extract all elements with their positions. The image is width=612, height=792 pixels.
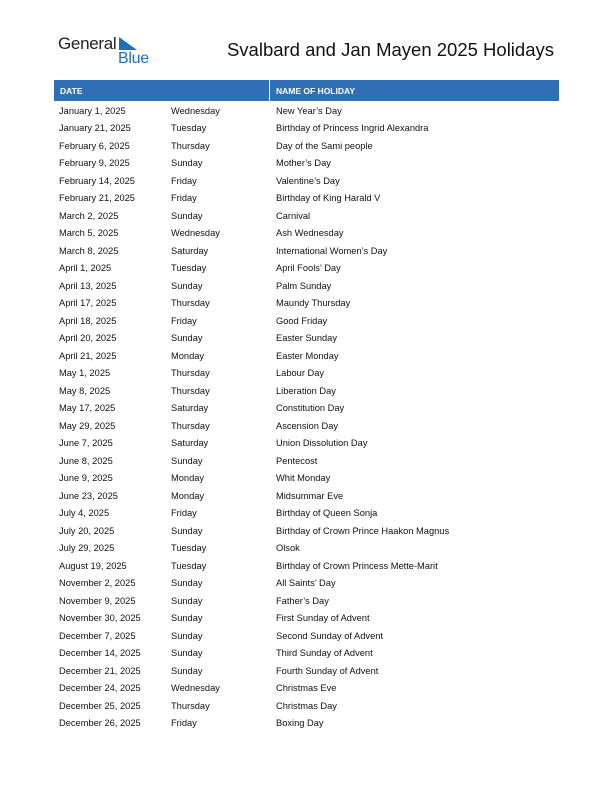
table-row bbox=[54, 505, 559, 523]
cell-date: March 2, 2025 bbox=[59, 210, 119, 221]
table-row bbox=[54, 225, 559, 243]
cell-holiday-name: Father’s Day bbox=[276, 595, 329, 606]
table-row bbox=[54, 522, 559, 540]
cell-weekday: Friday bbox=[171, 315, 197, 326]
cell-weekday: Saturday bbox=[171, 438, 209, 449]
table-row bbox=[54, 435, 559, 453]
cell-date: June 8, 2025 bbox=[59, 455, 113, 466]
cell-date: May 1, 2025 bbox=[59, 368, 111, 379]
cell-holiday-name: Olsok bbox=[276, 543, 300, 554]
cell-date: June 23, 2025 bbox=[59, 490, 118, 501]
header-date: DATE bbox=[54, 80, 270, 101]
cell-date: March 8, 2025 bbox=[59, 245, 119, 256]
cell-date: March 5, 2025 bbox=[59, 228, 119, 239]
cell-holiday-name: Birthday of Princess Ingrid Alexandra bbox=[276, 123, 429, 134]
cell-date: December 25, 2025 bbox=[59, 700, 141, 711]
table-row bbox=[54, 347, 559, 365]
cell-date: April 21, 2025 bbox=[59, 350, 117, 361]
cell-date: November 2, 2025 bbox=[59, 578, 136, 589]
cell-date: April 18, 2025 bbox=[59, 315, 117, 326]
cell-date: July 20, 2025 bbox=[59, 525, 115, 536]
cell-date: December 7, 2025 bbox=[59, 630, 136, 641]
cell-holiday-name: Union Dissolution Day bbox=[276, 438, 368, 449]
cell-holiday-name: Constitution Day bbox=[276, 403, 345, 414]
cell-holiday-name: Easter Monday bbox=[276, 350, 339, 361]
cell-weekday: Thursday bbox=[171, 385, 210, 396]
cell-holiday-name: Birthday of Crown Prince Haakon Magnus bbox=[276, 525, 450, 536]
cell-date: November 30, 2025 bbox=[59, 613, 141, 624]
cell-holiday-name: Whit Monday bbox=[276, 473, 331, 484]
cell-holiday-name: April Fools’ Day bbox=[276, 263, 341, 274]
table-row bbox=[54, 190, 559, 208]
table-row bbox=[54, 155, 559, 173]
cell-holiday-name: Maundy Thursday bbox=[276, 298, 351, 309]
cell-holiday-name: Pentecost bbox=[276, 455, 318, 466]
cell-weekday: Friday bbox=[171, 175, 197, 186]
cell-holiday-name: Carnival bbox=[276, 210, 311, 221]
cell-weekday: Sunday bbox=[171, 665, 203, 676]
cell-weekday: Tuesday bbox=[171, 263, 207, 274]
cell-weekday: Sunday bbox=[171, 578, 203, 589]
table-row bbox=[54, 382, 559, 400]
table-row bbox=[54, 697, 559, 715]
logo-word-blue: Blue bbox=[118, 50, 149, 67]
cell-weekday: Sunday bbox=[171, 613, 203, 624]
page-title: Svalbard and Jan Mayen 2025 Holidays bbox=[226, 39, 554, 60]
table-row bbox=[54, 137, 559, 155]
cell-weekday: Sunday bbox=[171, 525, 203, 536]
table-row bbox=[54, 400, 559, 418]
cell-date: May 17, 2025 bbox=[59, 403, 116, 414]
cell-date: February 6, 2025 bbox=[59, 140, 130, 151]
table-row bbox=[54, 417, 559, 435]
table-row bbox=[54, 610, 559, 628]
cell-date: July 4, 2025 bbox=[59, 508, 110, 519]
cell-date: April 13, 2025 bbox=[59, 280, 117, 291]
cell-weekday: Sunday bbox=[171, 595, 203, 606]
cell-holiday-name: Liberation Day bbox=[276, 385, 336, 396]
cell-date: April 1, 2025 bbox=[59, 263, 112, 274]
table-row bbox=[54, 540, 559, 558]
table-row bbox=[54, 575, 559, 593]
cell-weekday: Sunday bbox=[171, 210, 203, 221]
table-row bbox=[54, 120, 559, 138]
cell-weekday: Thursday bbox=[171, 368, 210, 379]
cell-date: January 21, 2025 bbox=[59, 123, 131, 134]
table-row bbox=[54, 295, 559, 313]
cell-holiday-name: Birthday of King Harald V bbox=[276, 193, 381, 204]
cell-date: January 1, 2025 bbox=[59, 105, 126, 116]
table-row bbox=[54, 452, 559, 470]
table-row bbox=[54, 715, 559, 733]
table-row bbox=[54, 277, 559, 295]
cell-weekday: Saturday bbox=[171, 403, 209, 414]
holiday-table bbox=[54, 80, 559, 732]
table-row bbox=[54, 330, 559, 348]
cell-holiday-name: Birthday of Queen Sonja bbox=[276, 508, 378, 519]
table-header bbox=[54, 80, 559, 101]
cell-weekday: Saturday bbox=[171, 245, 209, 256]
cell-date: December 14, 2025 bbox=[59, 648, 141, 659]
cell-holiday-name: Easter Sunday bbox=[276, 333, 337, 344]
cell-holiday-name: Ascension Day bbox=[276, 420, 339, 431]
cell-holiday-name: Birthday of Crown Princess Mette-Marit bbox=[276, 560, 438, 571]
cell-holiday-name: Third Sunday of Advent bbox=[276, 648, 373, 659]
cell-weekday: Friday bbox=[171, 718, 197, 729]
table-body bbox=[54, 102, 559, 732]
cell-weekday: Wednesday bbox=[171, 683, 220, 694]
cell-weekday: Monday bbox=[171, 473, 205, 484]
cell-date: February 9, 2025 bbox=[59, 158, 130, 169]
table-row bbox=[54, 627, 559, 645]
cell-weekday: Sunday bbox=[171, 630, 203, 641]
cell-weekday: Friday bbox=[171, 508, 197, 519]
cell-weekday: Sunday bbox=[171, 158, 203, 169]
cell-weekday: Wednesday bbox=[171, 105, 220, 116]
table-row bbox=[54, 207, 559, 225]
table-row bbox=[54, 680, 559, 698]
cell-weekday: Thursday bbox=[171, 420, 210, 431]
cell-holiday-name: Christmas Day bbox=[276, 700, 337, 711]
cell-date: February 14, 2025 bbox=[59, 175, 135, 186]
cell-date: February 21, 2025 bbox=[59, 193, 135, 204]
logo-word-general: General bbox=[58, 34, 117, 53]
cell-weekday: Sunday bbox=[171, 280, 203, 291]
cell-weekday: Sunday bbox=[171, 648, 203, 659]
table-row bbox=[54, 260, 559, 278]
cell-date: April 20, 2025 bbox=[59, 333, 117, 344]
cell-holiday-name: Boxing Day bbox=[276, 718, 324, 729]
cell-holiday-name: Good Friday bbox=[276, 315, 328, 326]
cell-date: August 19, 2025 bbox=[59, 560, 127, 571]
table-row bbox=[54, 557, 559, 575]
table-row bbox=[54, 242, 559, 260]
table-row bbox=[54, 592, 559, 610]
table-row bbox=[54, 487, 559, 505]
cell-holiday-name: Labour Day bbox=[276, 368, 325, 379]
cell-date: July 29, 2025 bbox=[59, 543, 115, 554]
table-row bbox=[54, 172, 559, 190]
cell-holiday-name: New Year’s Day bbox=[276, 105, 342, 116]
cell-date: June 9, 2025 bbox=[59, 473, 113, 484]
cell-date: December 26, 2025 bbox=[59, 718, 141, 729]
cell-date: December 24, 2025 bbox=[59, 683, 141, 694]
cell-weekday: Thursday bbox=[171, 700, 210, 711]
cell-weekday: Monday bbox=[171, 490, 205, 501]
cell-weekday: Tuesday bbox=[171, 123, 207, 134]
cell-date: December 21, 2025 bbox=[59, 665, 141, 676]
cell-holiday-name: Second Sunday of Advent bbox=[276, 630, 383, 641]
cell-date: May 29, 2025 bbox=[59, 420, 116, 431]
cell-weekday: Tuesday bbox=[171, 543, 207, 554]
cell-holiday-name: Midsummar Eve bbox=[276, 490, 344, 501]
cell-weekday: Tuesday bbox=[171, 560, 207, 571]
logo-flag-icon bbox=[119, 37, 137, 50]
table-row bbox=[54, 662, 559, 680]
cell-date: May 8, 2025 bbox=[59, 385, 111, 396]
cell-date: June 7, 2025 bbox=[59, 438, 113, 449]
cell-holiday-name: All Saints’ Day bbox=[276, 578, 336, 589]
cell-date: November 9, 2025 bbox=[59, 595, 136, 606]
table-row bbox=[54, 645, 559, 663]
cell-holiday-name: Palm Sunday bbox=[276, 280, 332, 291]
table-row bbox=[54, 365, 559, 383]
cell-weekday: Wednesday bbox=[171, 228, 220, 239]
cell-holiday-name: Valentine’s Day bbox=[276, 175, 340, 186]
cell-date: April 17, 2025 bbox=[59, 298, 117, 309]
cell-weekday: Thursday bbox=[171, 140, 210, 151]
generalblue-logo bbox=[58, 34, 148, 68]
cell-holiday-name: Fourth Sunday of Advent bbox=[276, 665, 379, 676]
cell-weekday: Thursday bbox=[171, 298, 210, 309]
header-holiday-name: NAME OF HOLIDAY bbox=[276, 85, 356, 96]
cell-weekday: Sunday bbox=[171, 333, 203, 344]
cell-weekday: Sunday bbox=[171, 455, 203, 466]
cell-holiday-name: First Sunday of Advent bbox=[276, 613, 370, 624]
cell-holiday-name: Day of the Sami people bbox=[276, 140, 373, 151]
cell-weekday: Monday bbox=[171, 350, 205, 361]
cell-holiday-name: Mother’s Day bbox=[276, 158, 331, 169]
table-row bbox=[54, 312, 559, 330]
cell-holiday-name: Ash Wednesday bbox=[276, 228, 344, 239]
table-row bbox=[54, 102, 559, 120]
cell-weekday: Friday bbox=[171, 193, 197, 204]
table-row bbox=[54, 470, 559, 488]
cell-holiday-name: International Women’s Day bbox=[276, 245, 388, 256]
cell-holiday-name: Christmas Eve bbox=[276, 683, 337, 694]
